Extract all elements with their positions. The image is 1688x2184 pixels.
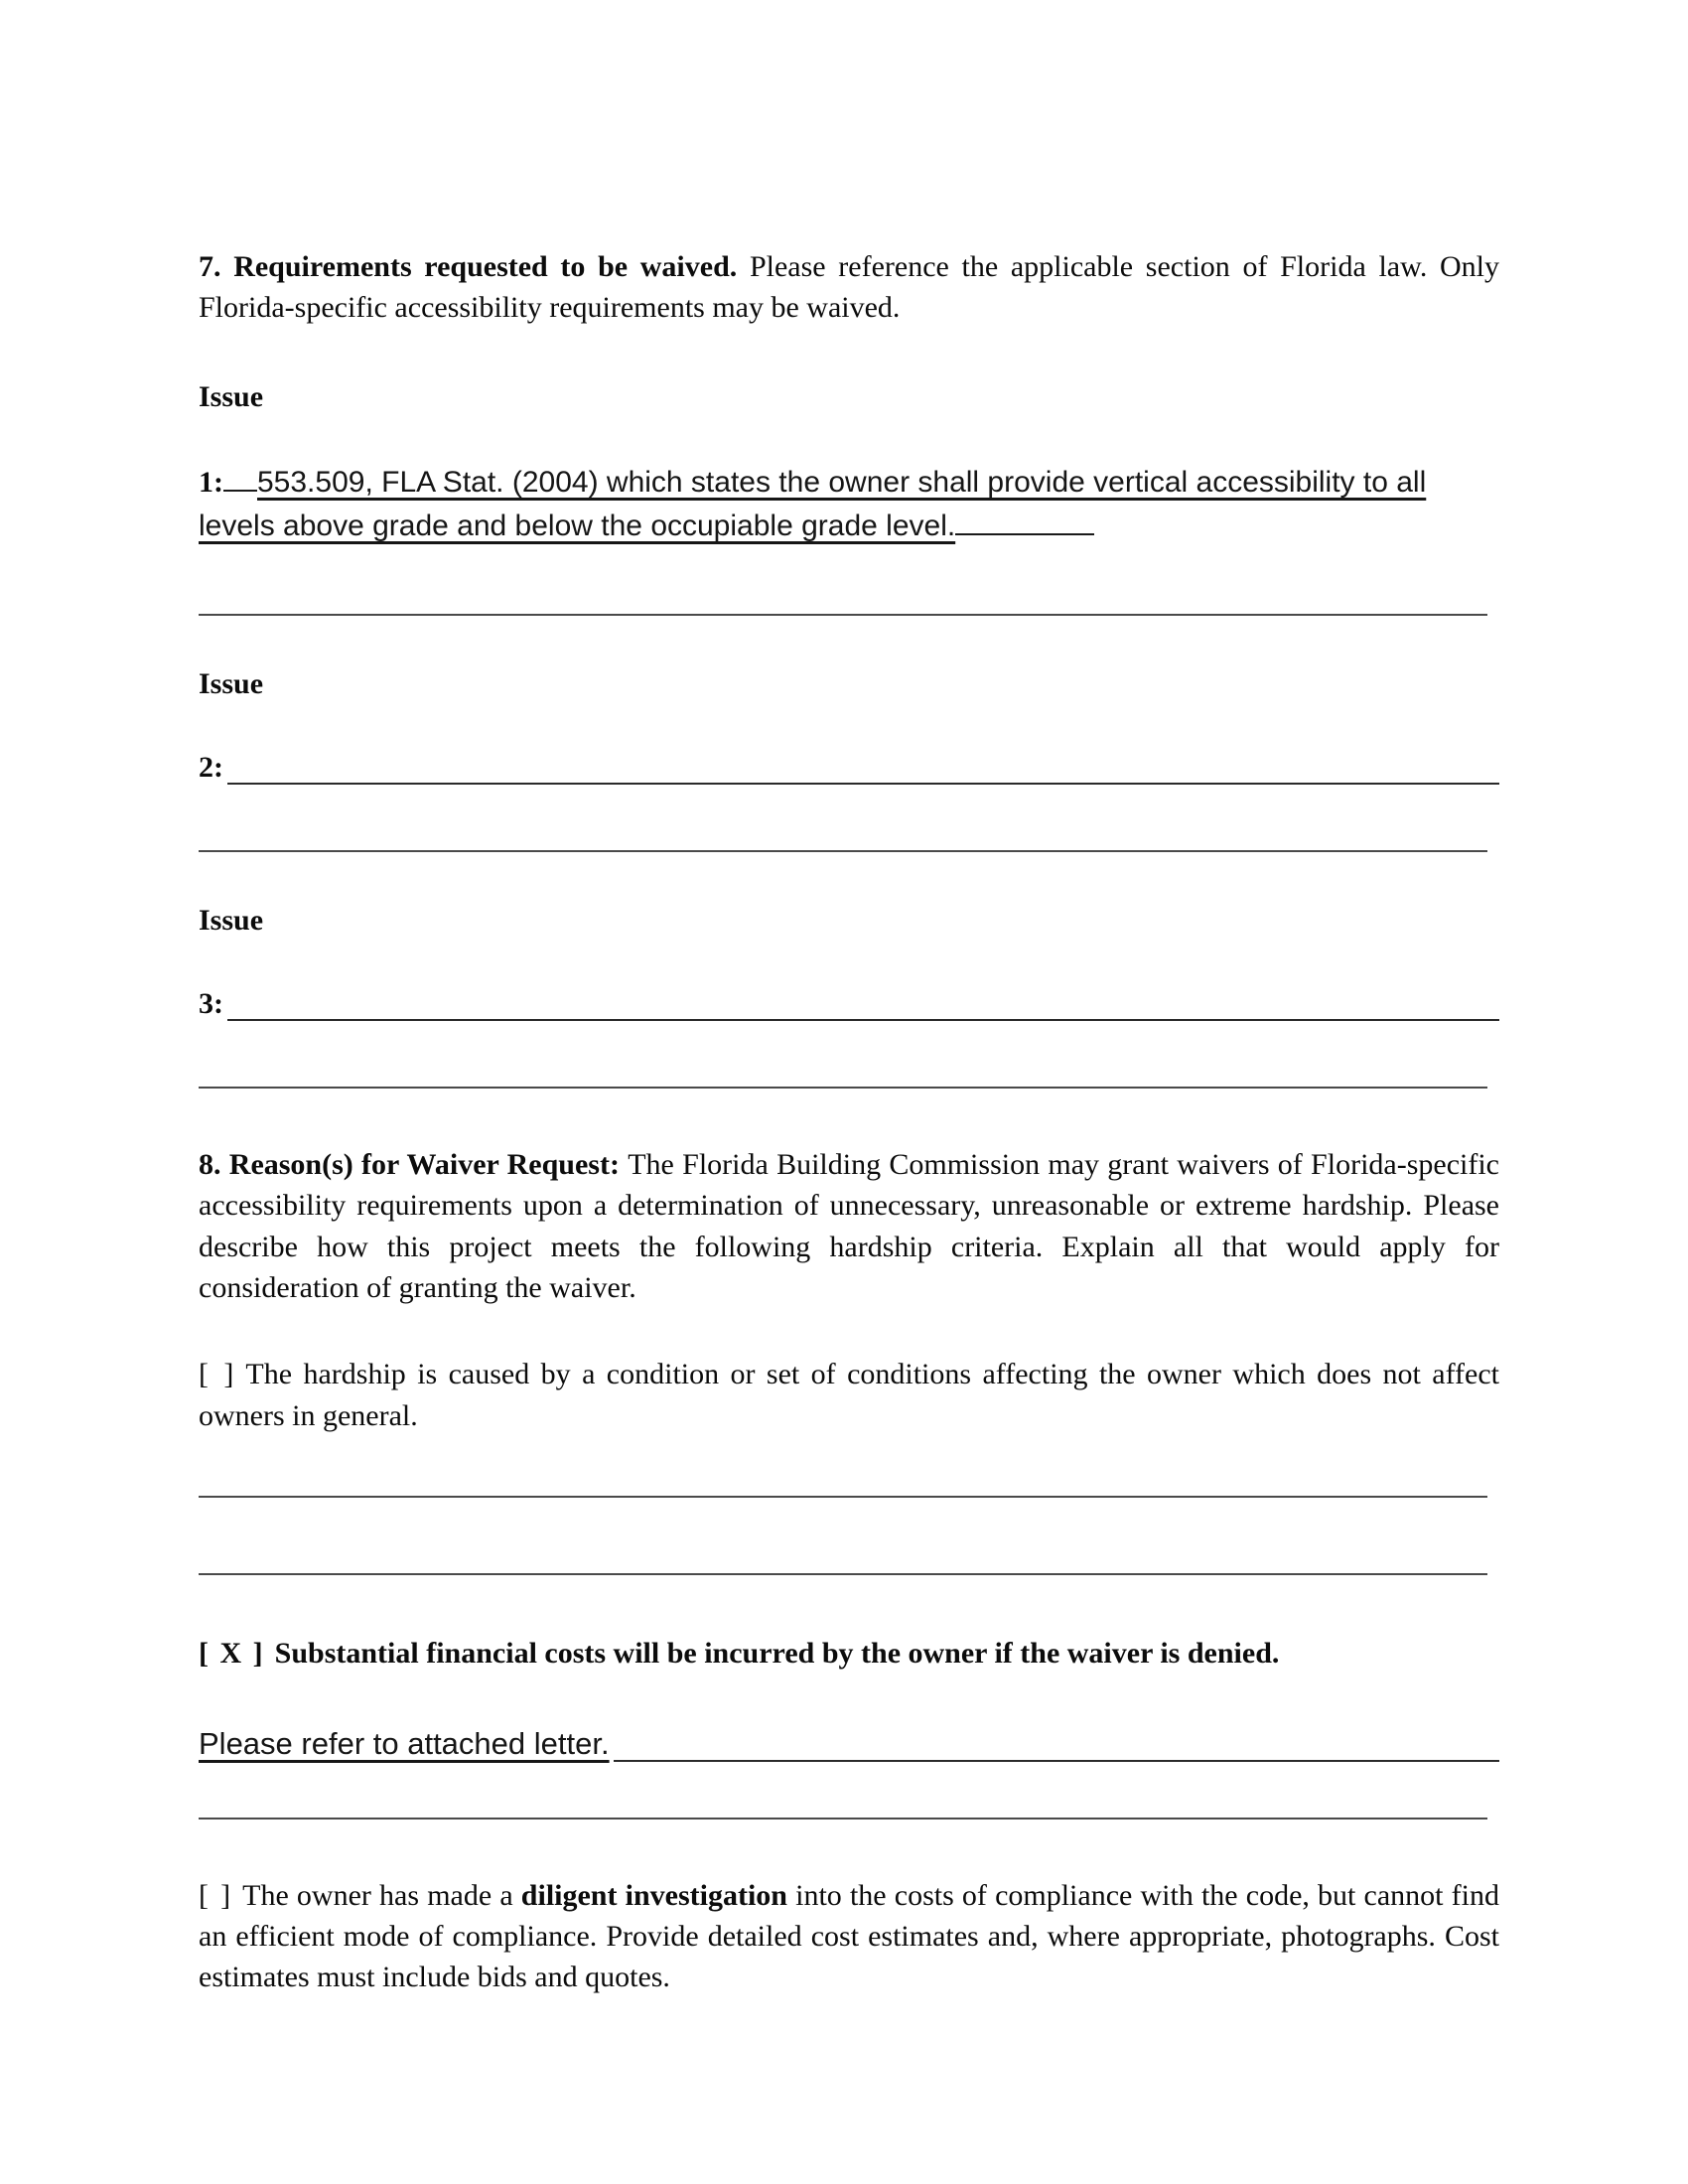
issue-1-block — [199, 380, 1499, 616]
section7-number: 7. — [199, 250, 221, 283]
financial-checkbox-checked[interactable]: [ X ] — [199, 1637, 265, 1671]
spacer — [199, 1762, 1499, 1818]
issue-1-blank-line[interactable] — [199, 614, 1487, 616]
financial-blank-line[interactable] — [199, 1818, 1487, 1820]
investigation-checkbox[interactable]: [ ] — [199, 1878, 233, 1912]
issue-1-number: 1: — [199, 465, 223, 499]
section8-number: 8. — [199, 1147, 221, 1181]
issue-1-tail-underline — [955, 504, 1094, 535]
issue-2-heading: Issue — [199, 666, 264, 700]
hardship-blank-line-1[interactable] — [199, 1496, 1487, 1498]
section8-paragraph — [199, 1144, 1499, 1309]
spacer — [199, 1436, 1499, 1496]
issue-2-block — [199, 667, 1499, 852]
form-content — [199, 246, 1499, 1998]
criterion-investigation-paragraph — [199, 1875, 1499, 1998]
financial-answer-field[interactable]: Please refer to attached letter. — [199, 1725, 610, 1761]
financial-answer-tail-underline — [614, 1726, 1499, 1762]
section7-body: Please reference the applicable section of Florida law. Only Florida-specific accessibility requirements may be waived. — [199, 250, 1500, 325]
hardship-blank-line-2[interactable] — [199, 1573, 1487, 1575]
issue-3-answer-field[interactable] — [227, 985, 1499, 1021]
hardship-checkbox[interactable]: [ ] — [199, 1358, 236, 1391]
issue-3-answer-row — [199, 985, 1499, 1021]
criterion-financial-paragraph — [199, 1633, 1499, 1674]
criterion-investigation-text-before: The owner has made a — [242, 1878, 521, 1912]
issue-3-heading: Issue — [199, 903, 264, 937]
criterion-investigation-text-after: into the costs of compliance with the code, but cannot find an efficient mode of compliance. Provide detailed cost estimates and, where appropriate, photographs. Cost estimates must include bids and quotes. — [199, 1878, 1499, 1994]
criterion-hardship-text: The hardship is caused by a condition or set of conditions affecting the owner which does not affect owners in general. — [199, 1358, 1500, 1432]
issue-3-number: 3: — [199, 986, 223, 1020]
section7-paragraph — [199, 246, 1499, 329]
issue-2-answer-field[interactable] — [227, 749, 1499, 785]
issue-2-blank-line[interactable] — [199, 850, 1487, 852]
criterion-investigation-text-bold: diligent investigation — [520, 1878, 787, 1912]
issue-3-block — [199, 904, 1499, 1089]
issue-2-answer-row — [199, 749, 1499, 785]
criterion-financial-text: Substantial financial costs will be incurred by the owner if the waiver is denied. — [274, 1637, 1280, 1671]
financial-answer-row — [199, 1726, 1499, 1762]
issue-1-answer-block — [199, 460, 1499, 548]
section8-body: The Florida Building Commission may grant waivers of Florida-specific accessibility requirements upon a determination of unnecessary, unreasonable or extreme hardship. Please describe how this project meets the following hardship criteria. Explain all that would apply for consideration of granting the waiver. — [199, 1147, 1499, 1304]
issue-1-lead-underline — [223, 460, 257, 492]
section8-title: Reason(s) for Waiver Request: — [228, 1147, 620, 1181]
criterion-hardship-paragraph — [199, 1354, 1499, 1436]
issue-1-answer-field[interactable]: 553.509, FLA Stat. (2004) which states the owner shall provide vertical accessibility to all levels above grade and below the occupiable grade level. — [199, 465, 1427, 543]
issue-3-blank-line[interactable] — [199, 1087, 1487, 1089]
issue-1-heading: Issue — [199, 379, 264, 413]
issue-2-number: 2: — [199, 750, 223, 784]
section7-title: Requirements requested to be waived. — [233, 250, 738, 283]
